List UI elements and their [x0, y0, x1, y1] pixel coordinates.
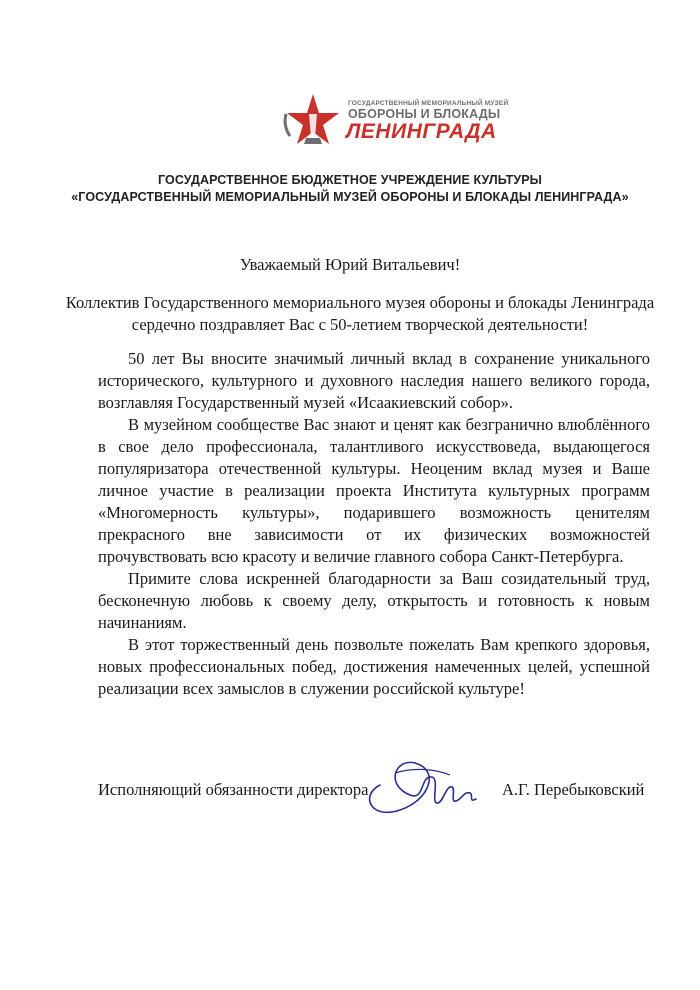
- logo-text-line3: ЛЕНИНГРАДА: [346, 120, 497, 143]
- museum-logo: [278, 92, 509, 152]
- handwritten-signature: [360, 755, 490, 830]
- paragraph: В музейном сообществе Вас знают и ценят как безгранично влюблённого в свое дело профессионала, талантливого искусствоведа, выдающегося популяризатора отечественной культуры. Неоценим вклад музея и Ваше личное участие в реализации проекта Института культурных программ «Многомерность культуры», подарившего возможность ценителям прекрасного вне зависимости от их физических возможностей прочувствовать всю красоту и величие главного собора Санкт-Петербурга.: [98, 415, 650, 566]
- letter-body: [98, 348, 650, 700]
- paragraph: В этот торжественный день позвольте пожелать Вам крепкого здоровья, новых профессиональных побед, достижения намеченных целей, успешной реализации всех замыслов в служении российской культуре!: [98, 635, 650, 698]
- logo-text-line1: ГОСУДАРСТВЕННЫЙ МЕМОРИАЛЬНЫЙ МУЗЕЙ: [348, 100, 509, 107]
- intro-paragraph: Коллектив Государственного мемориального музея обороны и блокады Ленинграда сердечно поздравляет Вас с 50-летием творческой деятельности!: [65, 293, 655, 334]
- logo-text-line2: ОБОРОНЫ И БЛОКАДЫ: [348, 107, 501, 121]
- star-emblem-icon: [278, 92, 348, 152]
- paragraph: 50 лет Вы вносите значимый личный вклад в сохранение уникального исторического, культурного и духовного наследия нашего великого города, возглавляя Государственный музей «Исаакиевский собор».: [98, 349, 650, 412]
- paragraph: Примите слова искренней благодарности за Ваш созидательный труд, бесконечную любовь к своему делу, открытость и готовность к новым начинаниям.: [98, 569, 650, 632]
- signatory-name: А.Г. Перебыковский: [502, 780, 645, 799]
- greeting: Уважаемый Юрий Витальевич!: [239, 255, 461, 274]
- signatory-position: Исполняющий обязанности директора: [98, 780, 369, 799]
- organization-name: «ГОСУДАРСТВЕННЫЙ МЕМОРИАЛЬНЫЙ МУЗЕЙ ОБОРОНЫ И БЛОКАДЫ ЛЕНИНГРАДА»: [71, 190, 629, 204]
- organization-type: ГОСУДАРСТВЕННОЕ БЮДЖЕТНОЕ УЧРЕЖДЕНИЕ КУЛЬТУРЫ: [157, 173, 543, 187]
